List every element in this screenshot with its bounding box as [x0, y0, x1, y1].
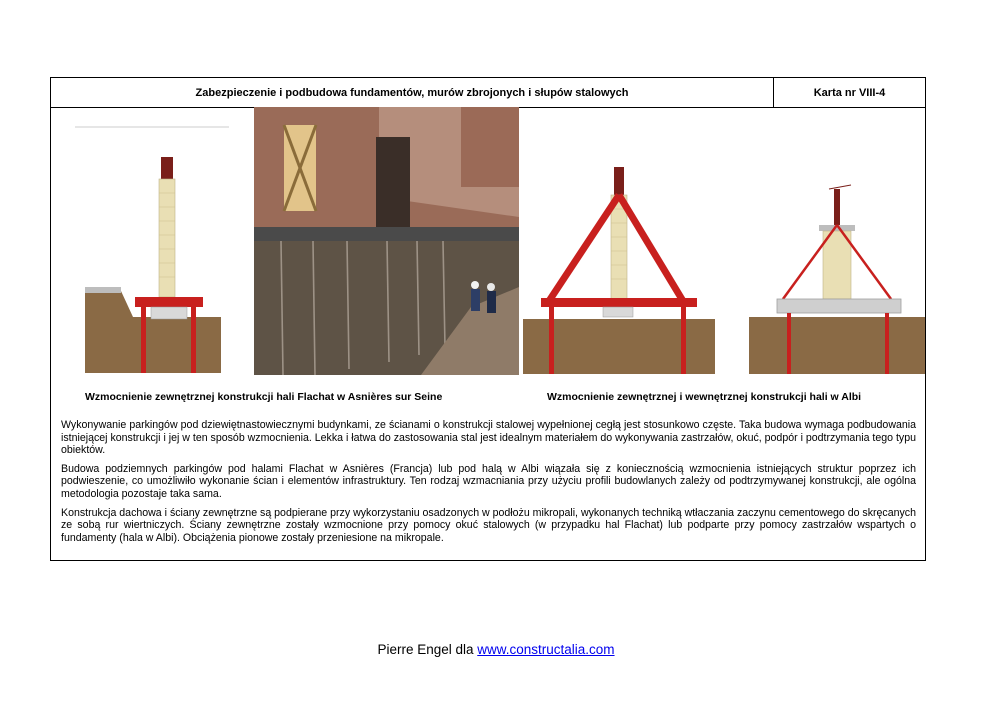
- caption-albi: Wzmocnienie zewnętrznej i wewnętrznej konstrukcji hali w Albi: [547, 391, 862, 403]
- sheet-title: Zabezpieczenie i podbudowa fundamentów, murów zbrojonych i słupów stalowych: [51, 78, 774, 107]
- body-text: [61, 419, 916, 550]
- footer: [0, 642, 992, 657]
- photo-flachat-hall: [254, 107, 519, 375]
- sheet-header: [51, 78, 925, 108]
- card-number: Karta nr VIII-4: [813, 86, 886, 99]
- paragraph-1: Wykonywanie parkingów pod dziewiętnastowiecznymi budynkami, ze ścianami o konstrukcji stalowej wypełnionej cegłą jest stosunkowo częste. Taka budowa wymaga podbudowania istniejącej konstrukcji i jej w ten sposób wzmocnienia. Lekka i łatwa do zastosowania stal jest idealnym materiałem do wykonywania zastrzałów, okuć, podpór i podtrzymania tego typu obiektów.: [61, 419, 916, 457]
- diagram-albi-aframe: [523, 167, 715, 374]
- diagram-flachat-outer: [75, 127, 229, 373]
- illustrations: [51, 107, 925, 457]
- constructalia-link[interactable]: www.constructalia.com: [477, 642, 615, 657]
- footer-author: Pierre Engel dla: [377, 642, 478, 657]
- document-sheet: [50, 77, 926, 561]
- diagram-albi-column: [749, 185, 925, 374]
- paragraph-2: Budowa podziemnych parkingów pod halami Flachat w Asnières (Francja) lub pod halą w Albi wiązała się z koniecznością wzmocnienia istniejących struktur poprzez ich podwieszenie, co umożliwiło wykonanie ścian i elementów infrastruktury. Ten rodzaj wzmacniania przy użyciu profili budowlanych zależy od podtrzymywanej konstrukcji, ale ogólna metodologia pozostaje taka sama.: [61, 462, 916, 500]
- caption-flachat: Wzmocnienie zewnętrznej konstrukcji hali Flachat w Asnières sur Seine: [85, 391, 443, 403]
- paragraph-3: Konstrukcja dachowa i ściany zewnętrzne są podpierane przy wykorzystaniu osadzonych w podłożu mikropali, wykonanych techniką wtłaczania zaczynu cementowego do skręcanych ze sobą rur wiertniczych. Ściany zewnętrzne zostały wzmocnione przy pomocy okuć stalowych (w przypadku hal Flachat) lub podparte przy pomocy zastrzałów wspartych o fundamenty (hala w Albi). Obciążenia pionowe zostały przeniesione na mikropale.: [61, 506, 917, 544]
